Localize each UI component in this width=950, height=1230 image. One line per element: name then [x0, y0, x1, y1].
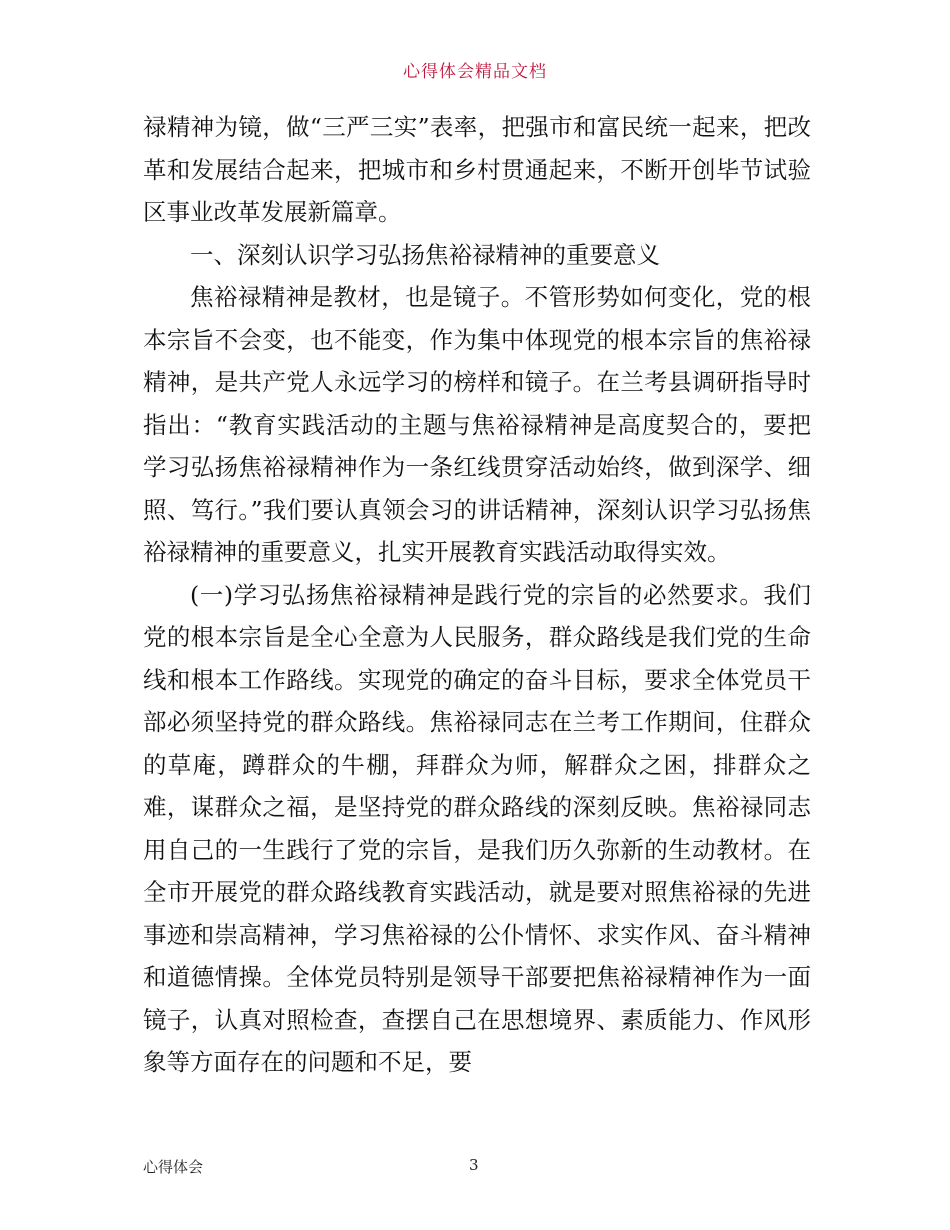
section-heading: 一、深刻认识学习弘扬焦裕禄精神的重要意义 — [190, 240, 660, 269]
document-header: 心得体会精品文档 — [403, 62, 547, 82]
page-number: 3 — [469, 1156, 479, 1174]
paragraph-continuation: 禄精神为镜，做“三严三实”表率，把强市和富民统一起来，把改革和发展结合起来，把城市和乡村贯通起来，不断开创毕节试验区事业改革发展新篇章。 — [143, 113, 811, 226]
footer-label: 心得体会 — [143, 1158, 204, 1176]
document-body — [143, 106, 811, 1084]
paragraph: (一)学习弘扬焦裕禄精神是践行党的宗旨的必然要求。我们党的根本宗旨是全心全意为人民服务，群众路线是我们党的生命线和根本工作路线。实现党的确定的奋斗目标，要求全体党员干部必须坚持党的群众路线。焦裕禄同志在兰考工作期间，住群众的草庵，蹲群众的牛棚，拜群众为师，解群众之困，排群众之难，谋群众之福，是坚持党的群众路线的深刻反映。焦裕禄同志用自己的一生践行了党的宗旨，是我们历久弥新的生动教材。在全市开展党的群众路线教育实践活动，就是要对照焦裕禄的先进事迹和崇高精神，学习焦裕禄的公仆情怀、求实作风、奋斗精神和道德情操。全体党员特别是领导干部要把焦裕禄精神作为一面镜子，认真对照检查，查摆自己在思想境界、素质能力、作风形象等方面存在的问题和不足，要 — [143, 580, 811, 1076]
paragraph: 焦裕禄精神是教材，也是镜子。不管形势如何变化，党的根本宗旨不会变，也不能变，作为集中体现党的根本宗旨的焦裕禄精神，是共产党人永远学习的榜样和镜子。在兰考县调研指导时指出：“教育实践活动的主题与焦裕禄精神是高度契合的，要把学习弘扬焦裕禄精神作为一条红线贯穿活动始终，做到深学、细照、笃行。”我们要认真领会习的讲话精神，深刻认识学习弘扬焦裕禄精神的重要意义，扎实开展教育实践活动取得实效。 — [143, 283, 811, 566]
